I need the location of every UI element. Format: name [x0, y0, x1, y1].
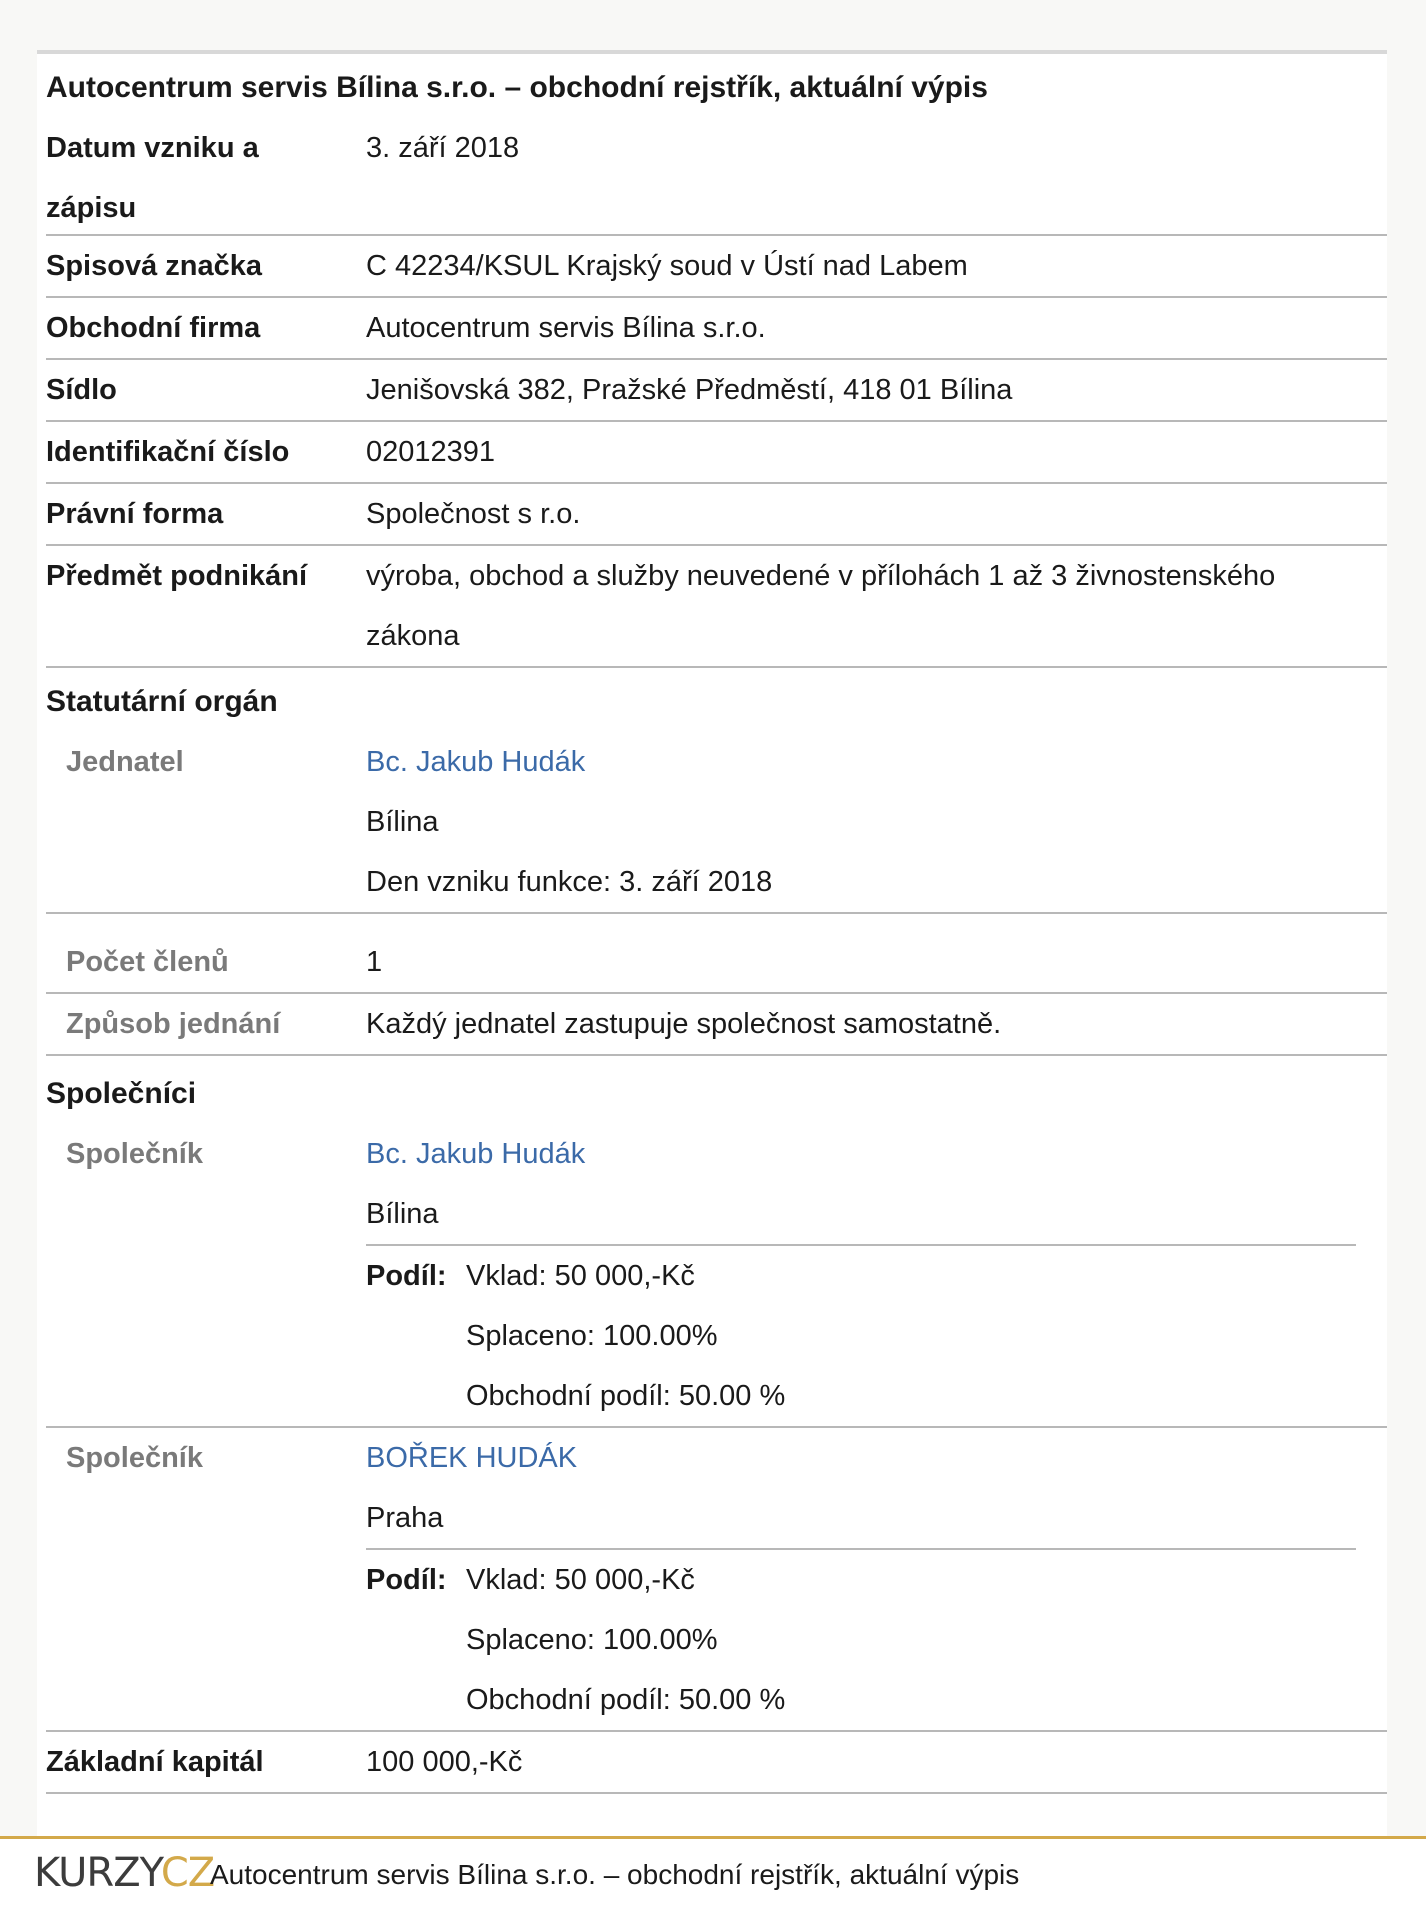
label-zpusob-jednani: Způsob jednání: [66, 1008, 281, 1040]
logo-kurzy: KURZY: [34, 1850, 161, 1896]
share-obchodni-podil: Obchodní podíl: 50.00 %: [466, 1684, 786, 1716]
label-identifikacni-cislo: Identifikační číslo: [46, 436, 290, 468]
row-sidlo: [46, 360, 1387, 422]
value-predmet-podnikani: výroba, obchod a služby neuvedené v přílohách 1 až 3 živnostenského zákona: [366, 560, 1276, 652]
label-pravni-forma: Právní forma: [46, 498, 224, 530]
share-label: Podíl:: [366, 1564, 447, 1596]
label-datum-vzniku: Datum vzniku a zápisu: [46, 132, 259, 224]
footer: [0, 1836, 1426, 1911]
share-values: [466, 1550, 785, 1730]
row-identifikacni-cislo: [46, 422, 1387, 484]
kurzy-cz-logo[interactable]: [34, 1851, 214, 1895]
spolecnik-city: Bílina: [366, 1198, 439, 1230]
value-spolecnik: [366, 1428, 1376, 1548]
value-jednatel: [366, 732, 1376, 912]
share-label: Podíl:: [366, 1260, 447, 1292]
label-sidlo: Sídlo: [46, 374, 117, 406]
section-spolecnici: Společníci: [46, 1077, 197, 1110]
value-obchodni-firma: Autocentrum servis Bílina s.r.o.: [366, 312, 766, 344]
row-jednatel: [46, 732, 1387, 914]
label-zakladni-kapital: Základní kapitál: [46, 1746, 264, 1778]
share-splaceno: Splaceno: 100.00%: [466, 1320, 718, 1352]
share-values: [466, 1246, 785, 1426]
section-statutarni-organ: Statutární orgán: [46, 685, 278, 718]
footer-title: Autocentrum servis Bílina s.r.o. – obchodní rejstřík, aktuální výpis: [210, 1859, 1020, 1890]
row-spolecnik: [46, 1124, 1387, 1428]
share-block: [366, 1548, 1356, 1730]
value-spolecnik: [366, 1124, 1376, 1244]
share-obchodni-podil: Obchodní podíl: 50.00 %: [466, 1380, 786, 1412]
row-pravni-forma: [46, 484, 1387, 546]
share-vklad: Vklad: 50 000,-Kč: [466, 1260, 695, 1292]
row-zpusob-jednani: [46, 994, 1387, 1056]
value-spisova-znacka: C 42234/KSUL Krajský soud v Ústí nad Labem: [366, 250, 968, 282]
row-obchodni-firma: [46, 298, 1387, 360]
row-spisova-znacka: [46, 236, 1387, 298]
page-title: Autocentrum servis Bílina s.r.o. – obchodní rejstřík, aktuální výpis: [46, 71, 988, 104]
jednatel-city: Bílina: [366, 806, 439, 838]
share-block: [366, 1244, 1356, 1426]
label-jednatel: Jednatel: [66, 746, 184, 778]
row-predmet-podnikani: [46, 546, 1387, 668]
value-pocet-clenu: 1: [366, 946, 383, 978]
label-spolecnik: Společník: [66, 1442, 203, 1474]
row-datum-vzniku: [46, 118, 1387, 236]
label-pocet-clenu: Počet členů: [66, 946, 229, 978]
spolecnik-name-link[interactable]: Bc. Jakub Hudák: [366, 1138, 586, 1170]
value-zakladni-kapital: 100 000,-Kč: [366, 1746, 523, 1778]
jednatel-since: Den vzniku funkce: 3. září 2018: [366, 866, 773, 898]
logo-cz: CZ: [160, 1850, 215, 1896]
row-pocet-clenu: [46, 932, 1387, 994]
row-zakladni-kapital: [46, 1732, 1387, 1794]
register-extract-card: [37, 50, 1387, 1844]
jednatel-name-link[interactable]: Bc. Jakub Hudák: [366, 746, 586, 778]
spolecnik-name-link[interactable]: BOŘEK HUDÁK: [366, 1442, 578, 1474]
label-spisova-znacka: Spisová značka: [46, 250, 262, 282]
row-spolecnik: [46, 1428, 1387, 1732]
value-datum-vzniku: 3. září 2018: [366, 132, 520, 164]
label-predmet-podnikani: Předmět podnikání: [46, 560, 308, 592]
share-splaceno: Splaceno: 100.00%: [466, 1624, 718, 1656]
spolecnik-city: Praha: [366, 1502, 444, 1534]
value-pravni-forma: Společnost s r.o.: [366, 498, 581, 530]
share-vklad: Vklad: 50 000,-Kč: [466, 1564, 695, 1596]
label-obchodni-firma: Obchodní firma: [46, 312, 261, 344]
label-spolecnik: Společník: [66, 1138, 203, 1170]
value-sidlo: Jenišovská 382, Pražské Předměstí, 418 01 Bílina: [366, 374, 1013, 406]
value-zpusob-jednani: Každý jednatel zastupuje společnost samostatně.: [366, 1008, 1002, 1040]
value-identifikacni-cislo: 02012391: [366, 436, 496, 468]
